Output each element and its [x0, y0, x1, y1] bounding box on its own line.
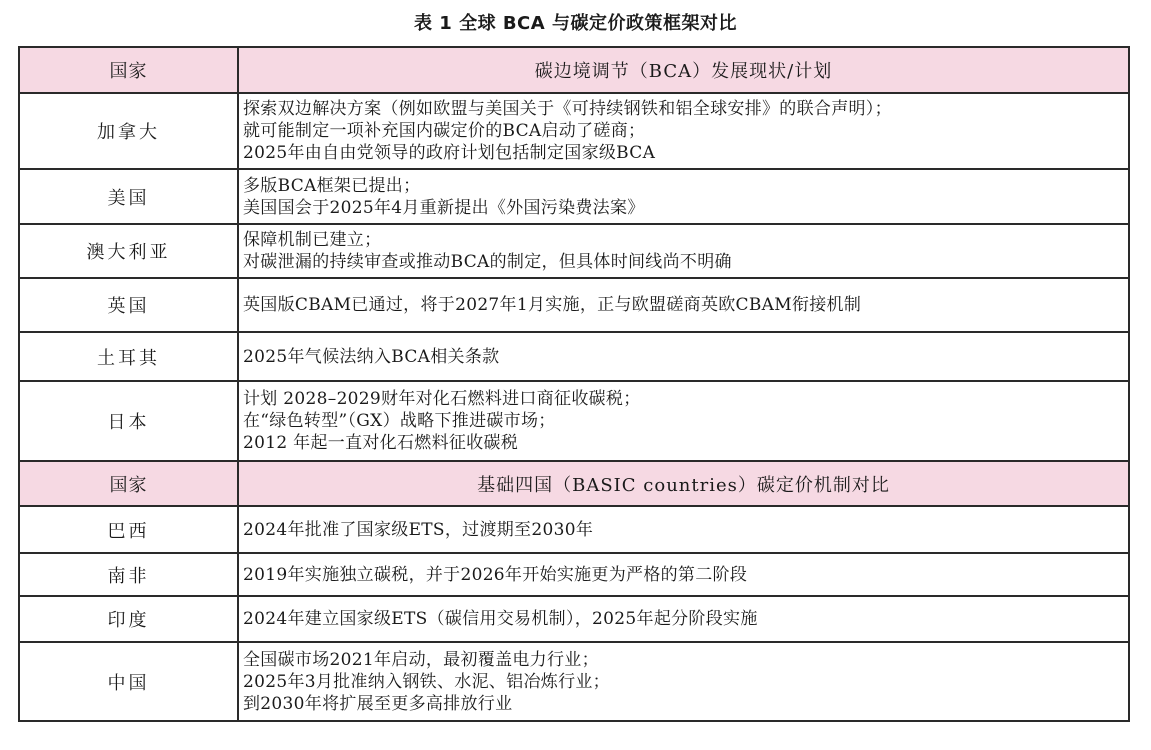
policy-comparison-table [18, 46, 1130, 722]
content-line: 2012 年起一直对化石燃料征收碳税 [243, 433, 519, 453]
content-line: 全国碳市场2021年启动，最初覆盖电力行业； [243, 649, 599, 670]
country-cell: 巴西 [19, 506, 238, 553]
content-line: 2025年3月批准纳入钢铁、水泥、铝冶炼行业； [243, 671, 610, 692]
section-header-row [19, 461, 1129, 506]
country-cell: 日本 [19, 381, 238, 461]
content-line: 探索双边解决方案（例如欧盟与美国关于《可持续钢铁和铝全球安排》的联合声明）； [243, 99, 892, 119]
table-header-row [19, 47, 1129, 93]
column-header-country: 国家 [19, 461, 238, 506]
country-cell: 加拿大 [19, 93, 238, 169]
content-cell [238, 506, 1129, 553]
table-row [19, 381, 1129, 461]
content-line: 多版BCA框架已提出； [243, 175, 421, 196]
content-cell [238, 224, 1129, 278]
content-line: 计划 2028–2029财年对化石燃料进口商征收碳税； [243, 389, 641, 409]
country-cell: 英国 [19, 278, 238, 332]
content-line: 美国国会于2025年4月重新提出《外国污染费法案》 [243, 197, 645, 218]
country-cell: 南非 [19, 553, 238, 596]
content-line: 2025年气候法纳入BCA相关条款 [243, 346, 500, 367]
table-row [19, 642, 1129, 721]
country-cell: 中国 [19, 642, 238, 721]
table-row [19, 596, 1129, 642]
column-header-basic-countries: 基础四国（BASIC countries）碳定价机制对比 [238, 461, 1129, 506]
content-line: 2024年批准了国家级ETS，过渡期至2030年 [243, 519, 594, 540]
table-row [19, 169, 1129, 224]
country-cell: 土耳其 [19, 332, 238, 381]
content-cell [238, 93, 1129, 169]
content-cell [238, 381, 1129, 461]
table-row [19, 93, 1129, 169]
content-cell [238, 596, 1129, 642]
content-cell [238, 553, 1129, 596]
content-line: 到2030年将扩展至更多高排放行业 [243, 693, 513, 714]
table-row [19, 332, 1129, 381]
content-cell [238, 278, 1129, 332]
content-cell [238, 332, 1129, 381]
table-caption: 表 1 全球 BCA 与碳定价政策框架对比 [414, 13, 737, 34]
content-cell [238, 169, 1129, 224]
country-cell: 美国 [19, 169, 238, 224]
country-cell: 澳大利亚 [19, 224, 238, 278]
content-line: 2019年实施独立碳税，并于2026年开始实施更为严格的第二阶段 [243, 564, 748, 585]
table-row [19, 506, 1129, 553]
table-row [19, 278, 1129, 332]
table-row [19, 224, 1129, 278]
country-cell: 印度 [19, 596, 238, 642]
content-line: 2024年建立国家级ETS（碳信用交易机制），2025年起分阶段实施 [243, 609, 758, 629]
table-row [19, 553, 1129, 596]
column-header-bca-status: 碳边境调节（BCA）发展现状/计划 [238, 47, 1129, 93]
content-line: 在“绿色转型”（GX）战略下推进碳市场； [243, 411, 556, 431]
content-line: 2025年由自由党领导的政府计划包括制定国家级BCA [243, 143, 656, 163]
content-line: 英国版CBAM已通过，将于2027年1月实施，正与欧盟磋商英欧CBAM衔接机制 [243, 295, 862, 315]
content-cell [238, 642, 1129, 721]
column-header-country: 国家 [19, 47, 238, 93]
content-line: 对碳泄漏的持续审查或推动BCA的制定，但具体时间线尚不明确 [243, 252, 732, 272]
content-line: 就可能制定一项补充国内碳定价的BCA启动了磋商； [243, 121, 646, 141]
content-line: 保障机制已建立； [243, 230, 382, 250]
